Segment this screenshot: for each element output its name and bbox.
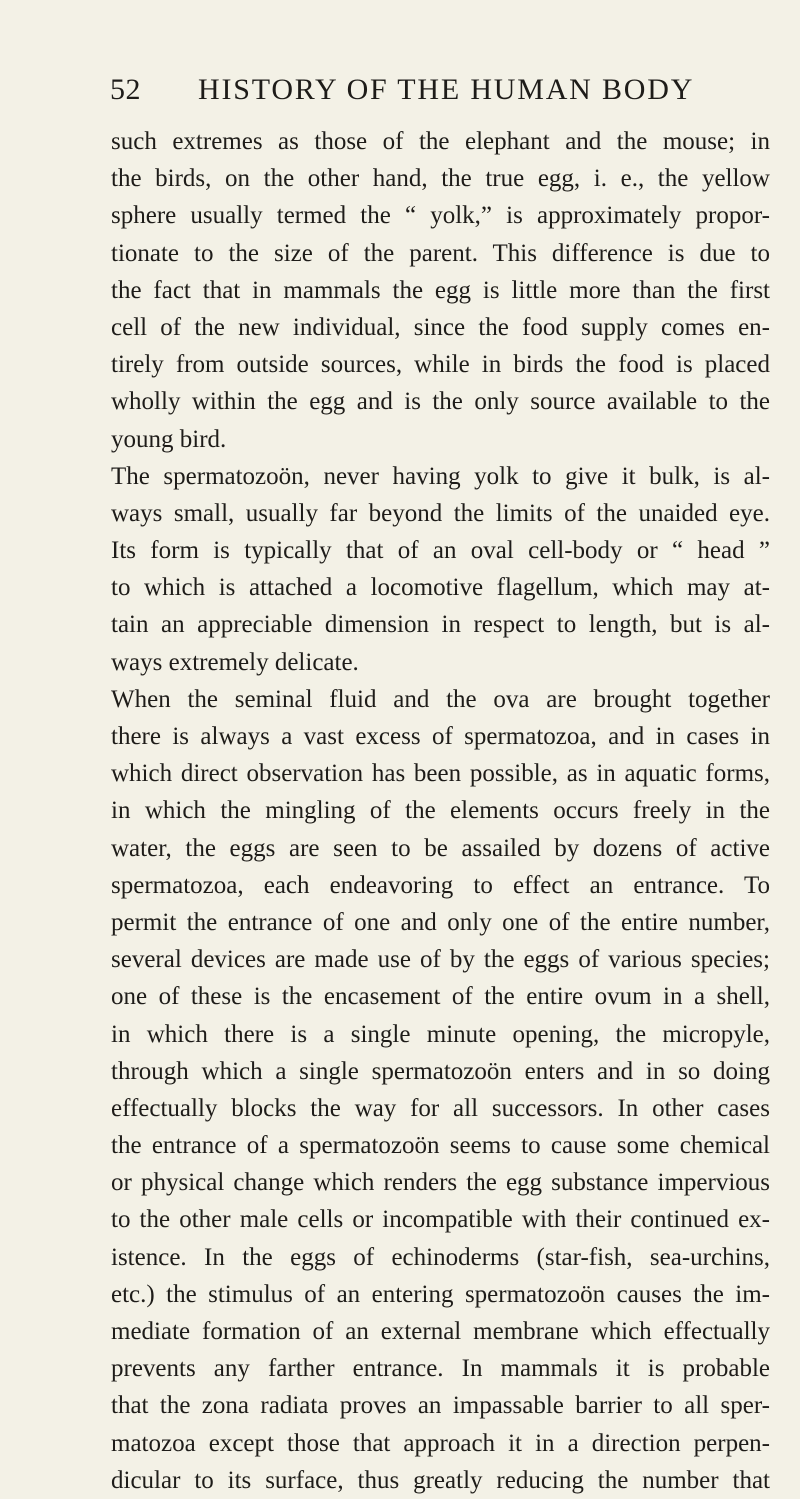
text-line: or physical change which renders the egg substance impervious — [111, 1169, 770, 1197]
text-line: in which the mingling of the elements occurs freely in the — [111, 797, 770, 825]
text-line: permit the entrance of one and only one of the entire number, — [111, 908, 770, 936]
text-line: to which is attached a locomotive flagellum, which may at- — [111, 574, 770, 602]
text-line: tain an appreciable dimension in respect to length, but is al- — [111, 611, 770, 639]
text-line: istence. In the eggs of echinoderms (star-fish, sea-urchins, — [111, 1243, 770, 1271]
body-text — [111, 123, 770, 1499]
text-line: to the other male cells or incompatible with their continued ex- — [111, 1206, 770, 1234]
text-line: The spermatozoön, never having yolk to give it bulk, is al- — [111, 462, 770, 490]
text-line: wholly within the egg and is the only source available to the — [111, 388, 770, 416]
text-line: the birds, on the other hand, the true egg, i. e., the yellow — [111, 165, 770, 193]
text-line: young bird. — [111, 425, 227, 453]
text-line: tirely from outside sources, while in birds the food is placed — [111, 351, 770, 379]
text-line: cell of the new individual, since the food supply comes en- — [111, 313, 770, 341]
text-line: When the seminal fluid and the ova are brought together — [111, 685, 770, 713]
text-line: in which there is a single minute opening, the micropyle, — [111, 1020, 770, 1048]
text-line: the fact that in mammals the egg is little more than the first — [111, 276, 770, 304]
text-line: Its form is typically that of an oval cell-body or “ head ” — [111, 537, 770, 565]
text-line: several devices are made use of by the eggs of various species; — [111, 946, 770, 974]
text-line: dicular to its surface, thus greatly reducing the number that — [111, 1466, 770, 1494]
text-line: which direct observation has been possible, as in aquatic forms, — [111, 760, 770, 788]
text-line: matozoa except those that approach it in a direction perpen- — [111, 1429, 770, 1457]
running-head — [110, 70, 770, 110]
text-line: the entrance of a spermatozoön seems to cause some chemical — [111, 1132, 770, 1160]
text-line: there is always a vast excess of spermatozoa, and in cases in — [111, 723, 770, 750]
text-line: water, the eggs are seen to be assailed by dozens of active — [111, 834, 770, 862]
text-line: etc.) the stimulus of an entering spermatozoön causes the im- — [111, 1280, 770, 1308]
text-line: mediate formation of an external membrane which effectually — [111, 1318, 770, 1345]
text-line: prevents any farther entrance. In mammals it is probable — [111, 1355, 770, 1383]
text-line: one of these is the encasement of the entire ovum in a shell, — [111, 983, 770, 1011]
text-line: that the zona radiata proves an impassable barrier to all sper- — [111, 1392, 770, 1420]
page-number: 52 — [110, 73, 141, 106]
text-line: spermatozoa, each endeavoring to effect an entrance. To — [111, 871, 770, 899]
text-line: ways small, usually far beyond the limits of the unaided eye. — [111, 499, 770, 527]
text-line: ways extremely delicate. — [111, 648, 359, 676]
text-line: tionate to the size of the parent. This difference is due to — [111, 239, 770, 267]
text-line: effectually blocks the way for all successors. In other cases — [111, 1094, 770, 1122]
text-line: through which a single spermatozoön enters and in so doing — [111, 1057, 770, 1085]
running-title: HISTORY OF THE HUMAN BODY — [198, 73, 695, 106]
text-line: such extremes as those of the elephant and the mouse; in — [111, 128, 770, 155]
text-line: sphere usually termed the “ yolk,” is approximately propor- — [111, 202, 770, 230]
